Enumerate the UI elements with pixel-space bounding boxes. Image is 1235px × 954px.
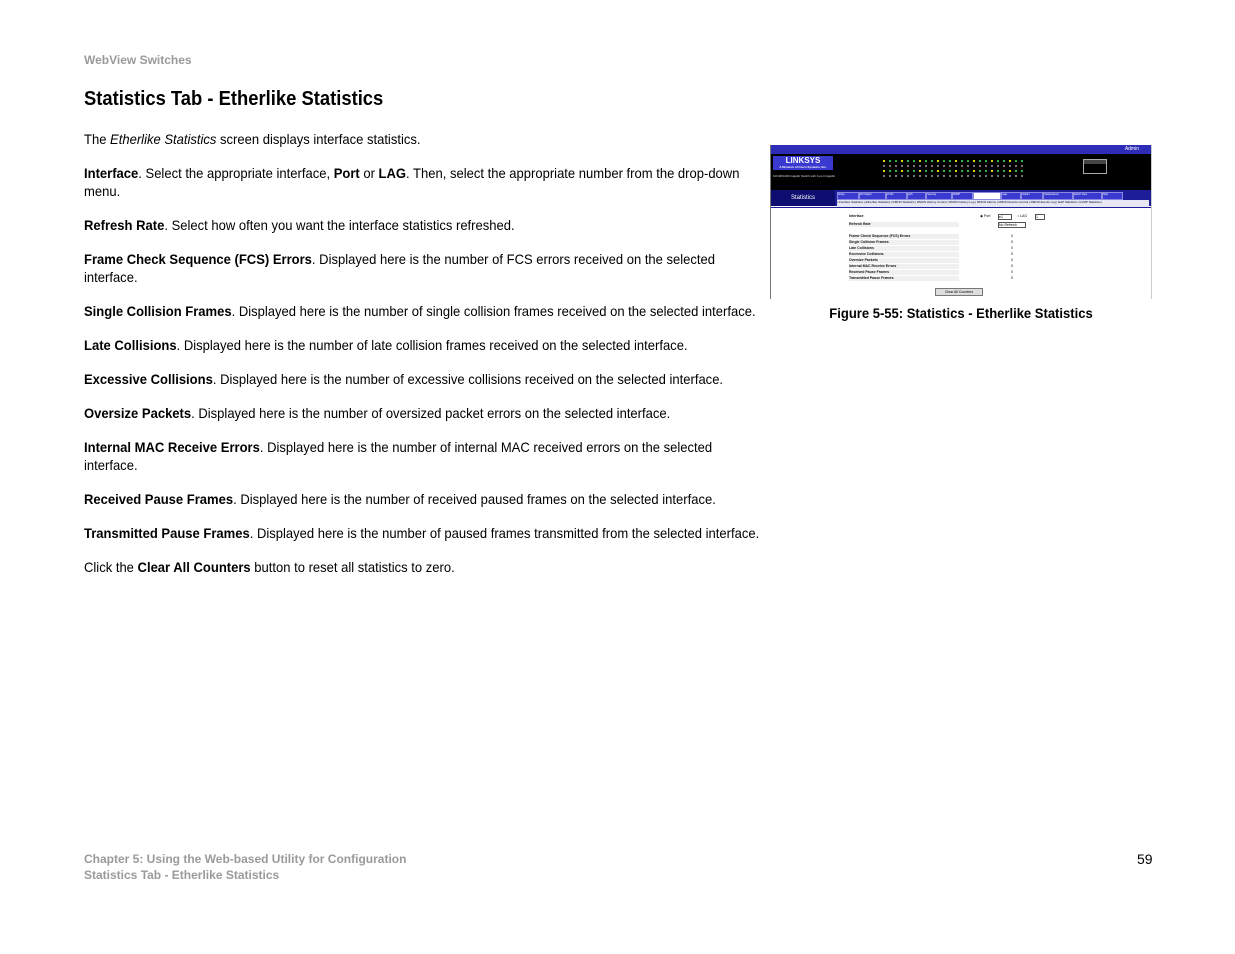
ss-tab: QoS (907, 192, 927, 200)
ss-lag-radio: ○ LAG (1017, 214, 1028, 218)
ss-stat-label: Transmitted Pause Frames (849, 276, 959, 281)
ss-stat-value: 0 (1011, 264, 1013, 268)
ss-model: 10/100/1000 Gigabit Switch with 4-port Gigabit (773, 174, 835, 178)
ss-sublinks: | Interface Statistics | Etherlike Statistics | RMON Statistics | RMON History Control | RMON History Log | RMON Alarms | RMON Events Control | RMON Events Log | EAP Statistics | GVRP Statistics | (837, 200, 1149, 208)
ss-refresh-select: No Refresh (998, 222, 1026, 228)
ss-stat-label: Excessive Collisions (849, 252, 959, 257)
running-head: WebView Switches (84, 53, 192, 67)
ss-divider (771, 207, 1151, 208)
ss-tab: Statistics (973, 192, 1001, 200)
ss-tab: Security (926, 192, 952, 200)
ss-tab: Port Mgmt (859, 192, 886, 200)
refresh-paragraph: Refresh Rate. Select how often you want the interface statistics refreshed. (84, 217, 515, 233)
ss-stat-label: Single Collision Frames (849, 240, 959, 245)
emphasis: Etherlike Statistics (110, 131, 217, 147)
ss-tab: Logs (1001, 192, 1022, 200)
oversize-paragraph: Oversize Packets. Displayed here is the number of oversized packet errors on the selected interface. (84, 405, 671, 421)
excessive-collisions-paragraph: Excessive Collisions. Displayed here is the number of excessive collisions received on the selected interface. (84, 371, 724, 387)
ss-stat-label: Received Pause Frames (849, 270, 959, 275)
port-panel-icon (883, 158, 1028, 184)
figure-caption: Figure 5-55: Statistics - Etherlike Statistics (829, 305, 1093, 321)
ss-tab: Admin (1021, 192, 1043, 200)
ss-stat-value: 0 (1011, 240, 1013, 244)
ss-stat-label: Late Collisions (849, 246, 959, 251)
page-title: Statistics Tab - Etherlike Statistics (84, 88, 384, 110)
footer-section: Statistics Tab - Etherlike Statistics (84, 868, 280, 882)
footer (84, 851, 406, 883)
ss-stat-label: Internal MAC Receive Errors (849, 264, 959, 269)
ss-tab: Setup (837, 192, 859, 200)
linksys-logo: LINKSYS A Division of Cisco Systems, Inc. (773, 156, 833, 170)
ss-topbar: Admin (771, 145, 1151, 154)
ss-stat-value: 0 (1011, 270, 1013, 274)
ss-stat-value: 0 (1011, 234, 1013, 238)
page-number: 59 (1137, 851, 1153, 867)
single-collision-paragraph: Single Collision Frames. Displayed here is the number of single collision frames received on the selected interface. (84, 303, 756, 319)
ss-lag-select: 1 (1035, 214, 1045, 220)
ss-port-radio: ◉ Port (980, 214, 991, 218)
ss-stat-label: Oversize Packets (849, 258, 959, 263)
ss-tab: Switch View (1073, 192, 1102, 200)
intro-paragraph: The Etherlike Statistics screen displays interface statistics. (84, 131, 421, 147)
tx-pause-paragraph: Transmitted Pause Frames. Displayed here is the number of paused frames transmitted from the selected interface. (84, 525, 760, 541)
clear-paragraph: Click the Clear All Counters button to reset all statistics to zero. (84, 559, 455, 575)
mac-errors-paragraph: Internal MAC Receive Errors. Displayed here is the number of internal MAC received errors on the selected interface. (84, 439, 713, 473)
fcs-paragraph: Frame Check Sequence (FCS) Errors. Displayed here is the number of FCS errors received on the selected interface. (84, 251, 716, 285)
ss-clear-button: Clear All Counters (935, 288, 983, 296)
ss-port-select: e1 (998, 214, 1012, 220)
ss-stat-value: 0 (1011, 246, 1013, 250)
ss-stat-label: Frame Check Sequence (FCS) Errors (849, 234, 959, 239)
ss-tab: SNMP (952, 192, 973, 200)
ss-tab: Help (1102, 192, 1123, 200)
ss-tab: Maintenance (1043, 192, 1072, 200)
ss-tab: VLAN (886, 192, 907, 200)
switch-icon (1083, 159, 1107, 174)
figure-screenshot (770, 145, 1152, 299)
interface-paragraph: Interface. Select the appropriate interface, Port or LAG. Then, select the appropriate number from the drop-down menu. (84, 165, 740, 199)
ss-header (771, 154, 1151, 190)
late-collisions-paragraph: Late Collisions. Displayed here is the number of late collision frames received on the selected interface. (84, 337, 688, 353)
ss-nav-label: Statistics (771, 190, 835, 206)
ss-stat-value: 0 (1011, 276, 1013, 280)
rx-pause-paragraph: Received Pause Frames. Displayed here is the number of received paused frames on the selected interface. (84, 491, 716, 507)
ss-refresh-label: Refresh Rate (849, 222, 959, 227)
ss-interface-label: Interface (849, 214, 864, 218)
footer-chapter: Chapter 5: Using the Web-based Utility for Configuration (84, 852, 407, 866)
ss-stat-value: 0 (1011, 258, 1013, 262)
ss-stat-value: 0 (1011, 252, 1013, 256)
body-text (84, 130, 764, 592)
